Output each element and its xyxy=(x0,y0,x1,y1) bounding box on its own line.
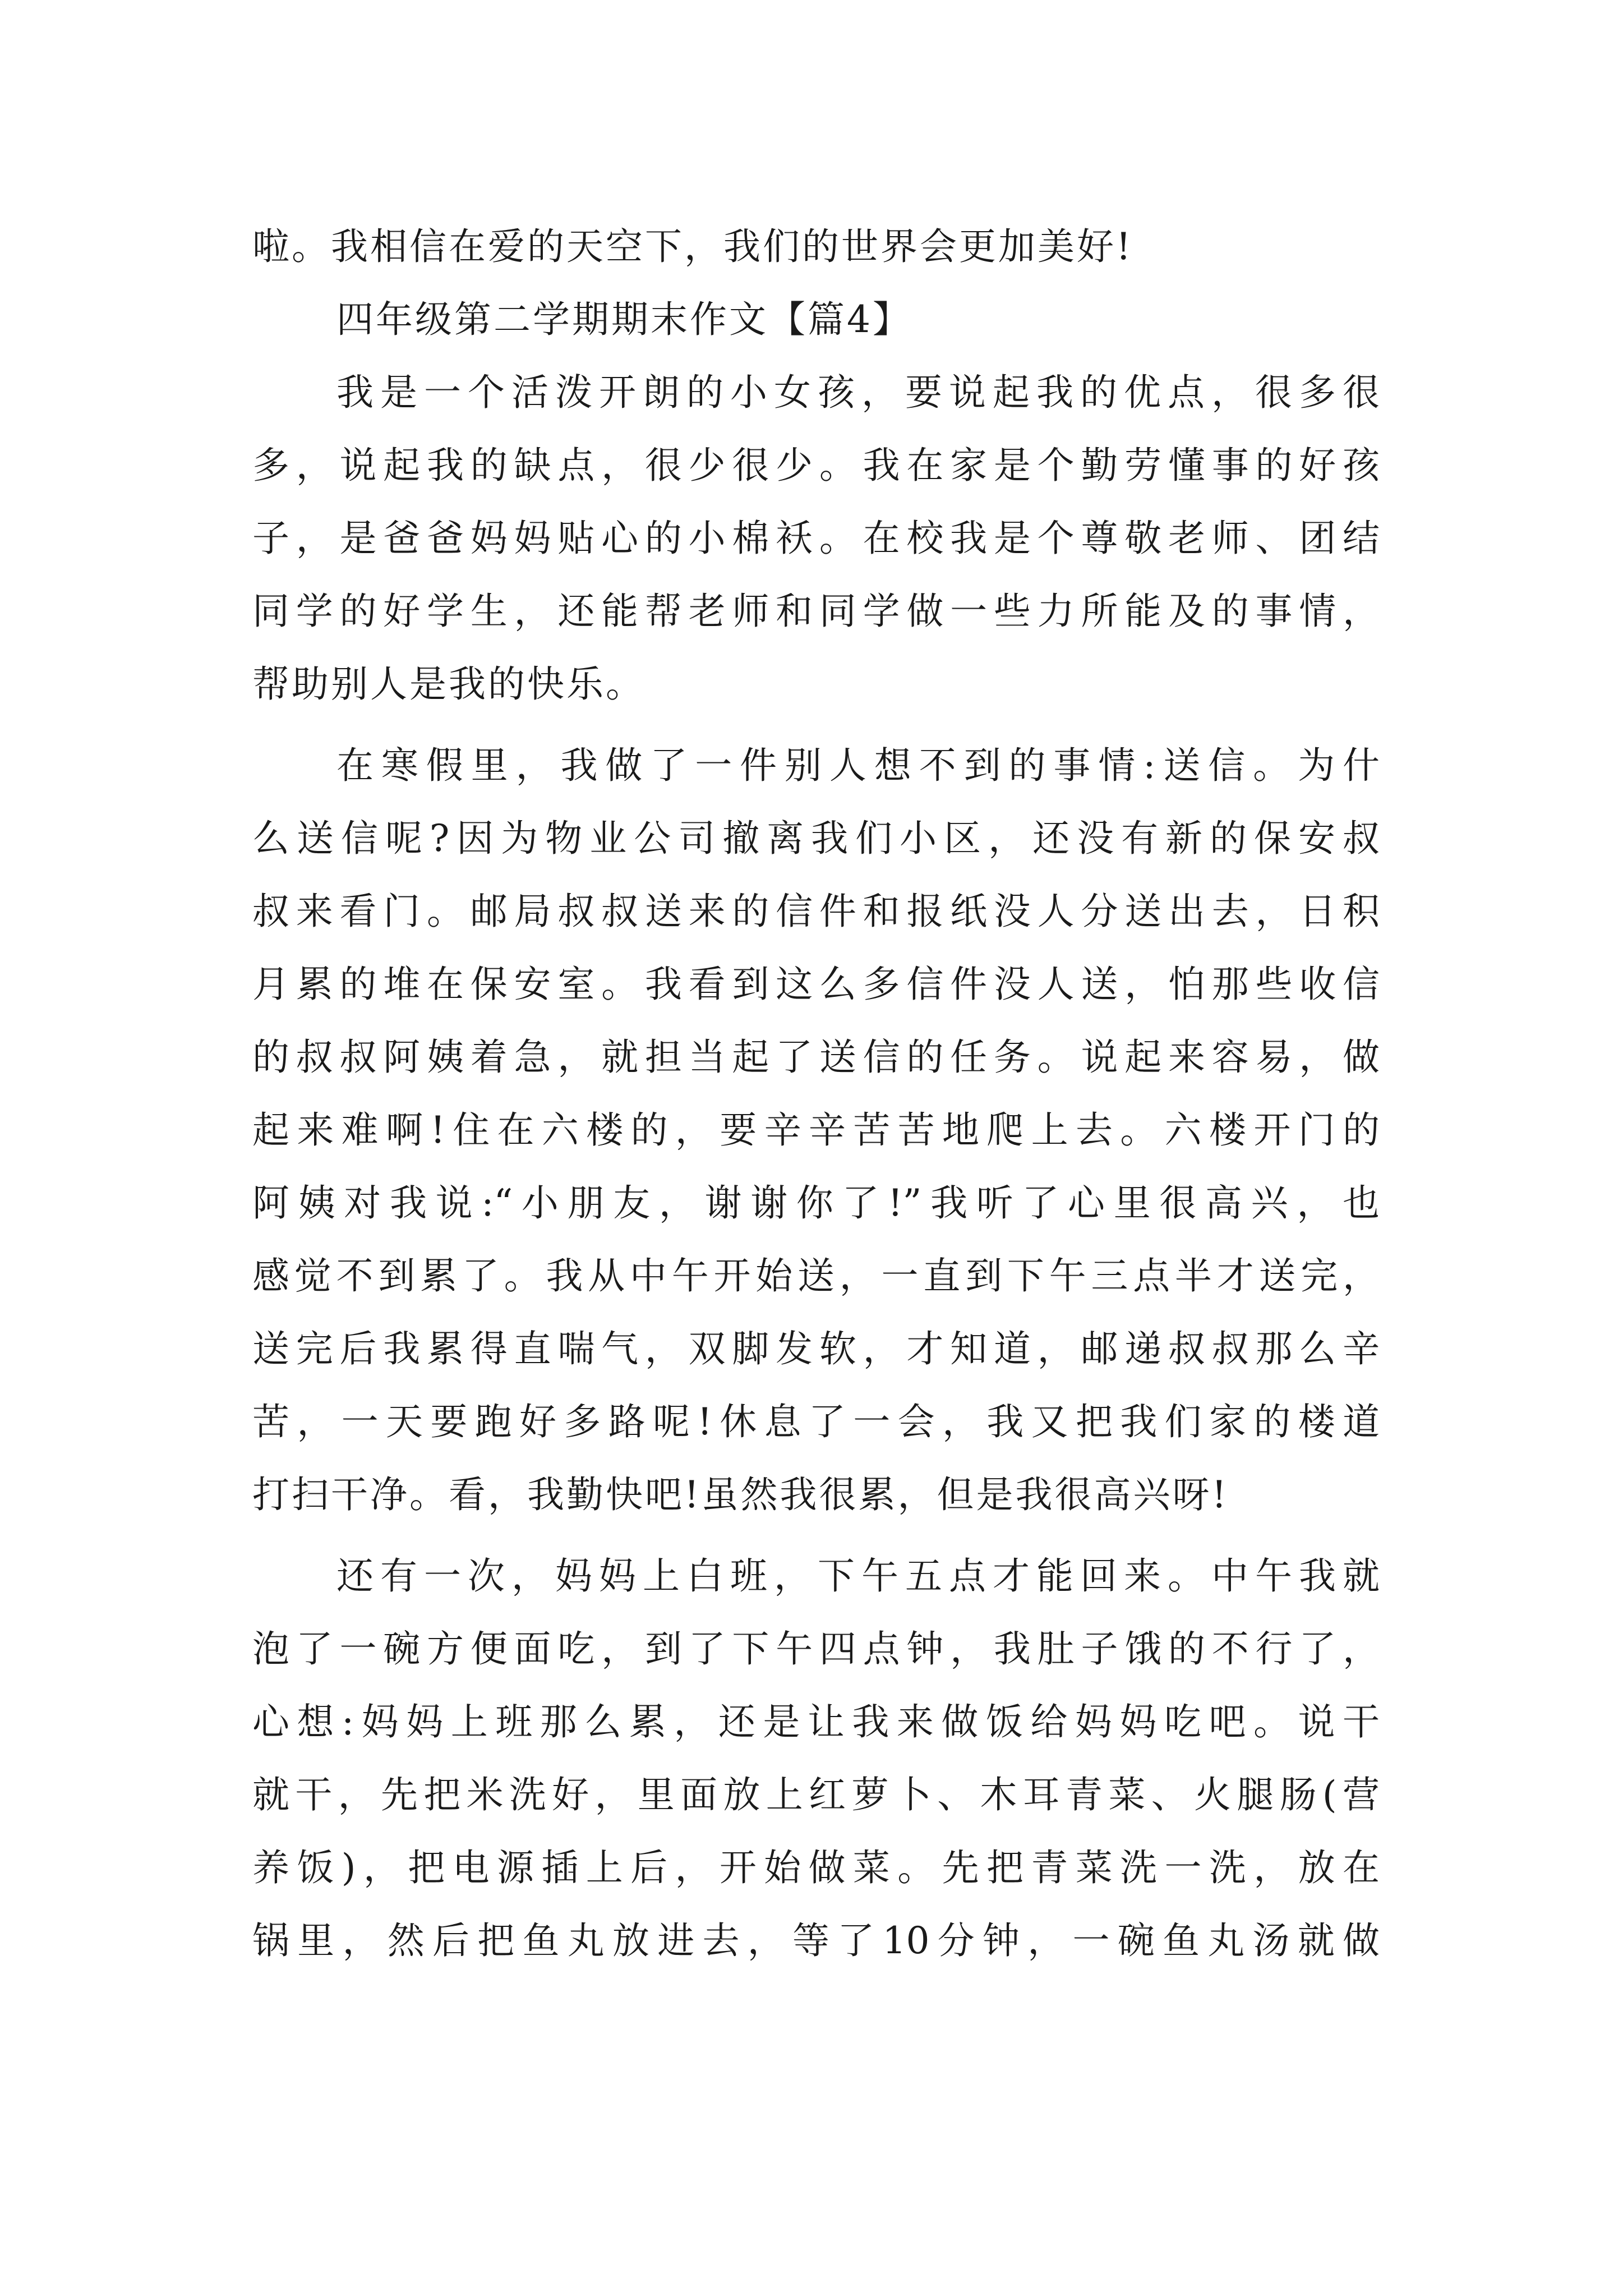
text-line: 月累的堆在保安室。我看到这么多信件没人送，怕那些收信 xyxy=(252,963,1380,1006)
text-line: 叔来看门。邮局叔叔送来的信件和报纸没人分送出去，日积 xyxy=(252,890,1380,933)
text-line: 子，是爸爸妈妈贴心的小棉袄。在校我是个尊敬老师、团结 xyxy=(252,517,1380,560)
text-line: 的叔叔阿姨着急，就担当起了送信的任务。说起来容易，做 xyxy=(252,1036,1380,1079)
text-line: 啦。我相信在爱的天空下，我们的世界会更加美好! xyxy=(252,225,1133,268)
text-line: 打扫干净。看，我勤快吧!虽然我很累，但是我很高兴呀! xyxy=(252,1473,1229,1516)
text-line: 在寒假里，我做了一件别人想不到的事情:送信。为什 xyxy=(336,744,1380,787)
text-line: 心想:妈妈上班那么累，还是让我来做饭给妈妈吃吧。说干 xyxy=(252,1700,1380,1743)
text-line: 么送信呢?因为物业公司撤离我们小区，还没有新的保安叔 xyxy=(252,817,1380,860)
text-line: 养饭)，把电源插上后，开始做菜。先把青菜洗一洗，放在 xyxy=(252,1846,1380,1889)
text-line: 锅里，然后把鱼丸放进去，等了10分钟，一碗鱼丸汤就做 xyxy=(252,1919,1380,1962)
text-line: 就干，先把米洗好，里面放上红萝卜、木耳青菜、火腿肠(营 xyxy=(252,1773,1380,1816)
text-line: 还有一次，妈妈上白班，下午五点才能回来。中午我就 xyxy=(336,1554,1380,1598)
text-line: 感觉不到累了。我从中午开始送，一直到下午三点半才送完， xyxy=(252,1254,1380,1297)
text-line: 送完后我累得直喘气，双脚发软，才知道，邮递叔叔那么辛 xyxy=(252,1327,1380,1370)
text-line: 同学的好学生，还能帮老师和同学做一些力所能及的事情， xyxy=(252,590,1380,633)
text-line: 起来难啊!住在六楼的，要辛辛苦苦地爬上去。六楼开门的 xyxy=(252,1108,1380,1152)
text-line: 苦，一天要跑好多路呢!休息了一会，我又把我们家的楼道 xyxy=(252,1400,1380,1443)
text-line: 阿姨对我说:“小朋友，谢谢你了!”我听了心里很高兴，也 xyxy=(252,1181,1380,1225)
text-line: 多，说起我的缺点，很少很少。我在家是个勤劳懂事的好孩 xyxy=(252,444,1380,487)
text-line: 帮助别人是我的快乐。 xyxy=(252,662,645,706)
section-heading: 四年级第二学期期末作文【篇4】 xyxy=(336,298,912,341)
text-line: 我是一个活泼开朗的小女孩，要说起我的优点，很多很 xyxy=(336,371,1380,414)
text-line: 泡了一碗方便面吃，到了下午四点钟，我肚子饿的不行了， xyxy=(252,1627,1380,1671)
